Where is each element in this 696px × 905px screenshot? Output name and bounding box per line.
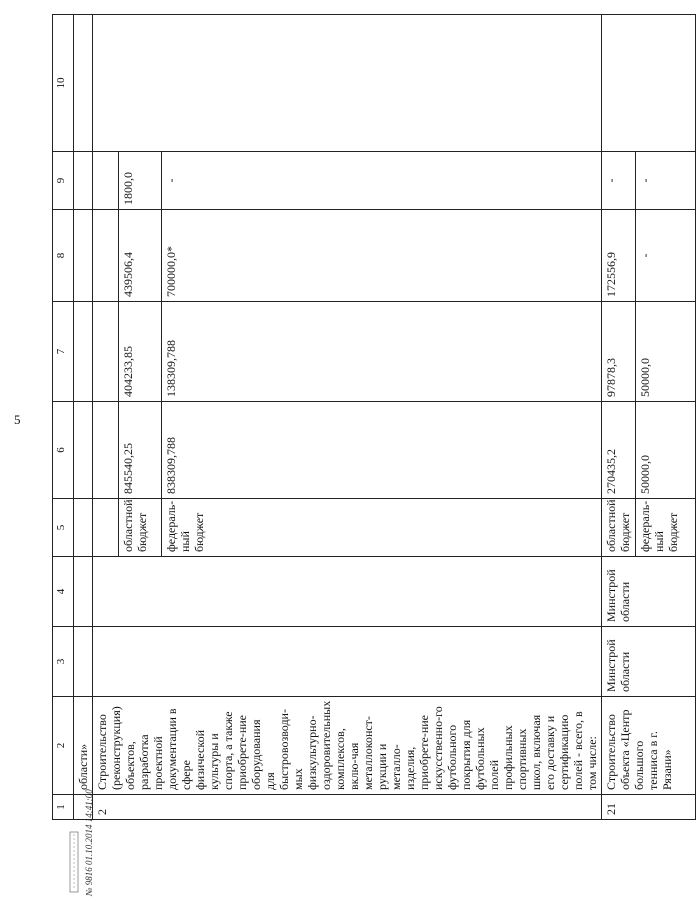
row-executor: Минстрой области <box>602 627 696 697</box>
value-year2: - <box>636 210 696 302</box>
row-number: 2 <box>93 795 602 820</box>
continuation-row <box>74 15 93 820</box>
budget-source: федераль-ный бюджет <box>636 499 696 557</box>
value-year1: 97878,3 <box>602 302 636 402</box>
value-year1: 404233,85 <box>118 302 161 402</box>
page-number: 5 <box>14 412 21 427</box>
value-total: 838309,788 <box>162 402 602 499</box>
value-year2: 172556,9 <box>602 210 636 302</box>
col-header-1: 1 <box>53 795 74 820</box>
row-executor <box>93 627 602 697</box>
col-header-9: 9 <box>53 152 74 210</box>
row-name: Строительство объекта «Центр большого тенниса в г. Рязани» <box>602 697 696 795</box>
row-name: Строительство (реконструкция) объектов, разработка проектной документации в сфере физической культуры и спорта, а также приобрете-ние оборудования для быстровозводи-мых физкультурно-оздоровительных комплексов, вклю-чая металлоконст-рукции и металло-изделия, приобрете-ние искусственно-го футбольного покрытия для футбольных полей профильных спортивных школ, включая его доставку и сертификацию полей - всего, в том числе: <box>93 697 602 795</box>
value-year1: 138309,788 <box>162 302 602 402</box>
col-header-6: 6 <box>53 402 74 499</box>
value-year2: 700000,0* <box>162 210 602 302</box>
continuation-text: области» <box>74 697 93 795</box>
program-table <box>52 14 696 820</box>
document-stamp <box>64 789 124 898</box>
col-header-8: 8 <box>53 210 74 302</box>
stamp-text: № 9816 01.10.2014 14:41:00 <box>84 789 94 896</box>
col-header-3: 3 <box>53 627 74 697</box>
value-year2: 439506,4 <box>118 210 161 302</box>
value-year1: 50000,0 <box>636 302 696 402</box>
col-header-4: 4 <box>53 557 74 627</box>
row-number: 21 <box>602 795 696 820</box>
value-total: 50000,0 <box>636 402 696 499</box>
value-year3: 1800,0 <box>118 152 161 210</box>
row-customer <box>93 557 602 627</box>
col-header-7: 7 <box>53 302 74 402</box>
value-year3: - <box>162 152 602 210</box>
col-header-10: 10 <box>53 15 74 152</box>
budget-source: областной бюджет <box>602 499 636 557</box>
row-customer: Минстрой области <box>602 557 696 627</box>
stamp-icon <box>64 828 124 898</box>
value-total: 270435,2 <box>602 402 636 499</box>
table-wrapper <box>52 15 680 820</box>
budget-source: федераль-ный бюджет <box>162 499 602 557</box>
table-row <box>93 15 119 820</box>
col-header-5: 5 <box>53 499 74 557</box>
table-row <box>602 15 636 820</box>
value-year3: - <box>636 152 696 210</box>
col-header-2: 2 <box>53 697 74 795</box>
value-total: 845540,25 <box>118 402 161 499</box>
budget-source: областной бюджет <box>118 499 161 557</box>
header-row <box>53 15 74 820</box>
value-year3: - <box>602 152 636 210</box>
